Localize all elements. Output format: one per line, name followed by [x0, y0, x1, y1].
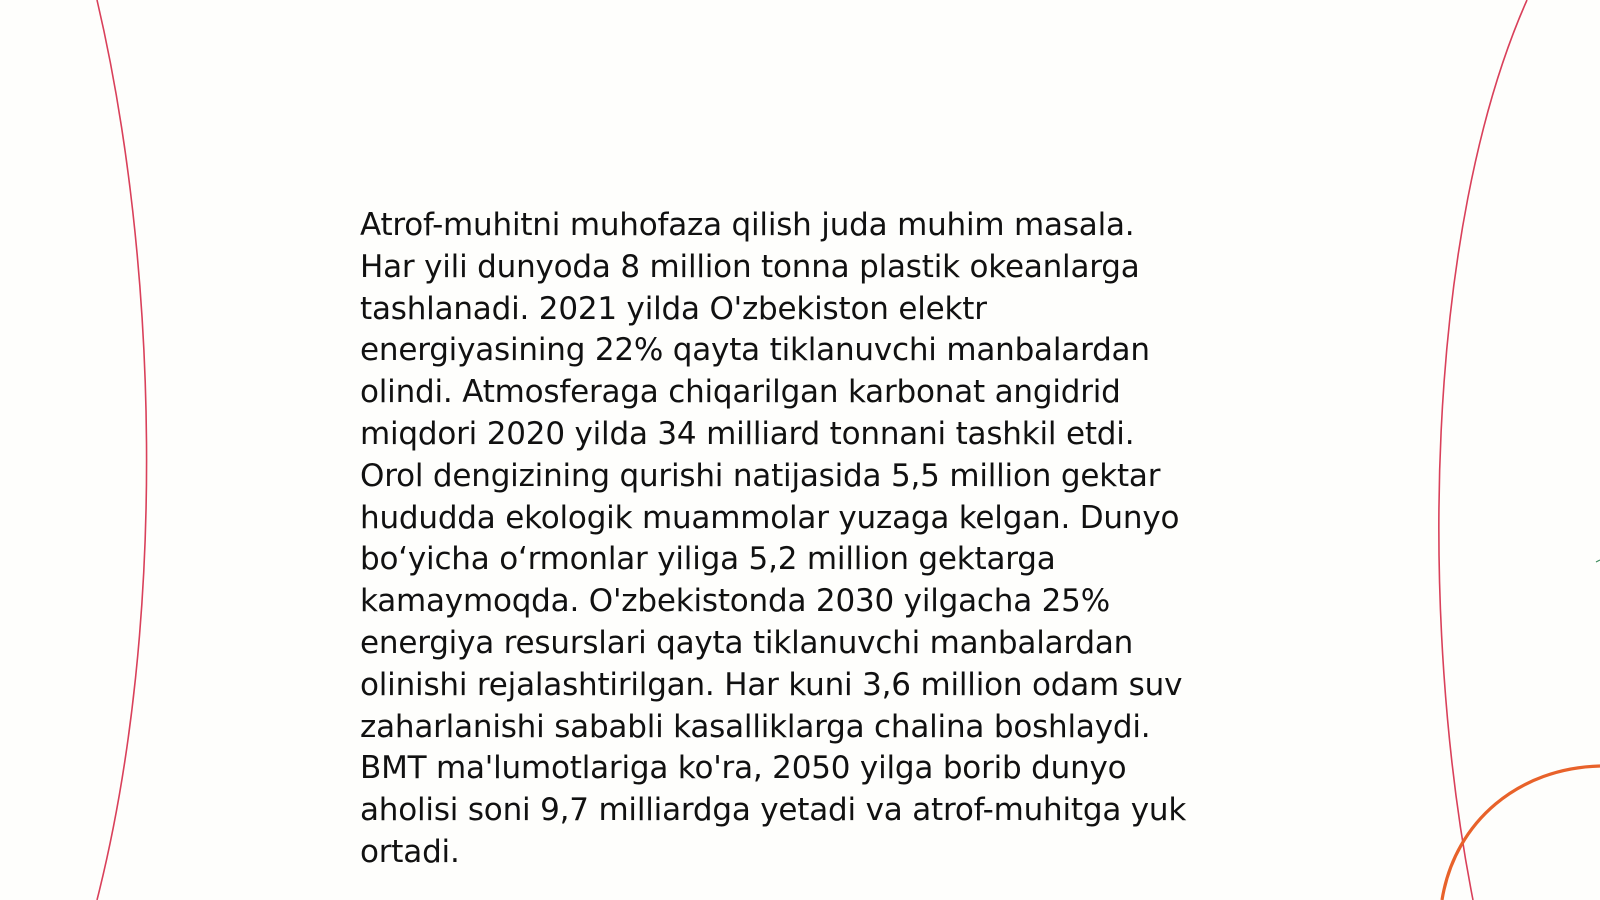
right-curve-line [1439, 0, 1527, 900]
small-green-mark [1596, 560, 1600, 562]
body-paragraph: Atrof-muhitni muhofaza qilish juda muhim masala. Har yili dunyoda 8 million tonna plastik okeanlarga tashlanadi. 2021 yilda O'zbekiston elektr energiyasining 22% qayta tiklanuvchi manbalardan olindi. Atmosferaga chiqarilgan karbonat angidrid miqdori 2020 yilda 34 milliard tonnani tashkil etdi. Orol dengizining qurishi natijasida 5,5 million gektar hududda ekologik muammolar yuzaga kelgan. Dunyo bo‘yicha o‘rmonlar yiliga 5,2 million gektarga kamaymoqda. O'zbekistonda 2030 yilgacha 25% energiya resurslari qayta tiklanuvchi manbalardan olinishi rejalashtirilgan. Har kuni 3,6 million odam suv zaharlanishi sababli kasalliklarga chalina boshlaydi. BMT ma'lumotlariga ko'ra, 2050 yilga borib dunyo aholisi soni 9,7 milliardga yetadi va atrof-muhitga yuk ortadi. [360, 207, 1187, 870]
left-curve-line [97, 0, 147, 900]
orange-accent-arc [1442, 766, 1600, 900]
